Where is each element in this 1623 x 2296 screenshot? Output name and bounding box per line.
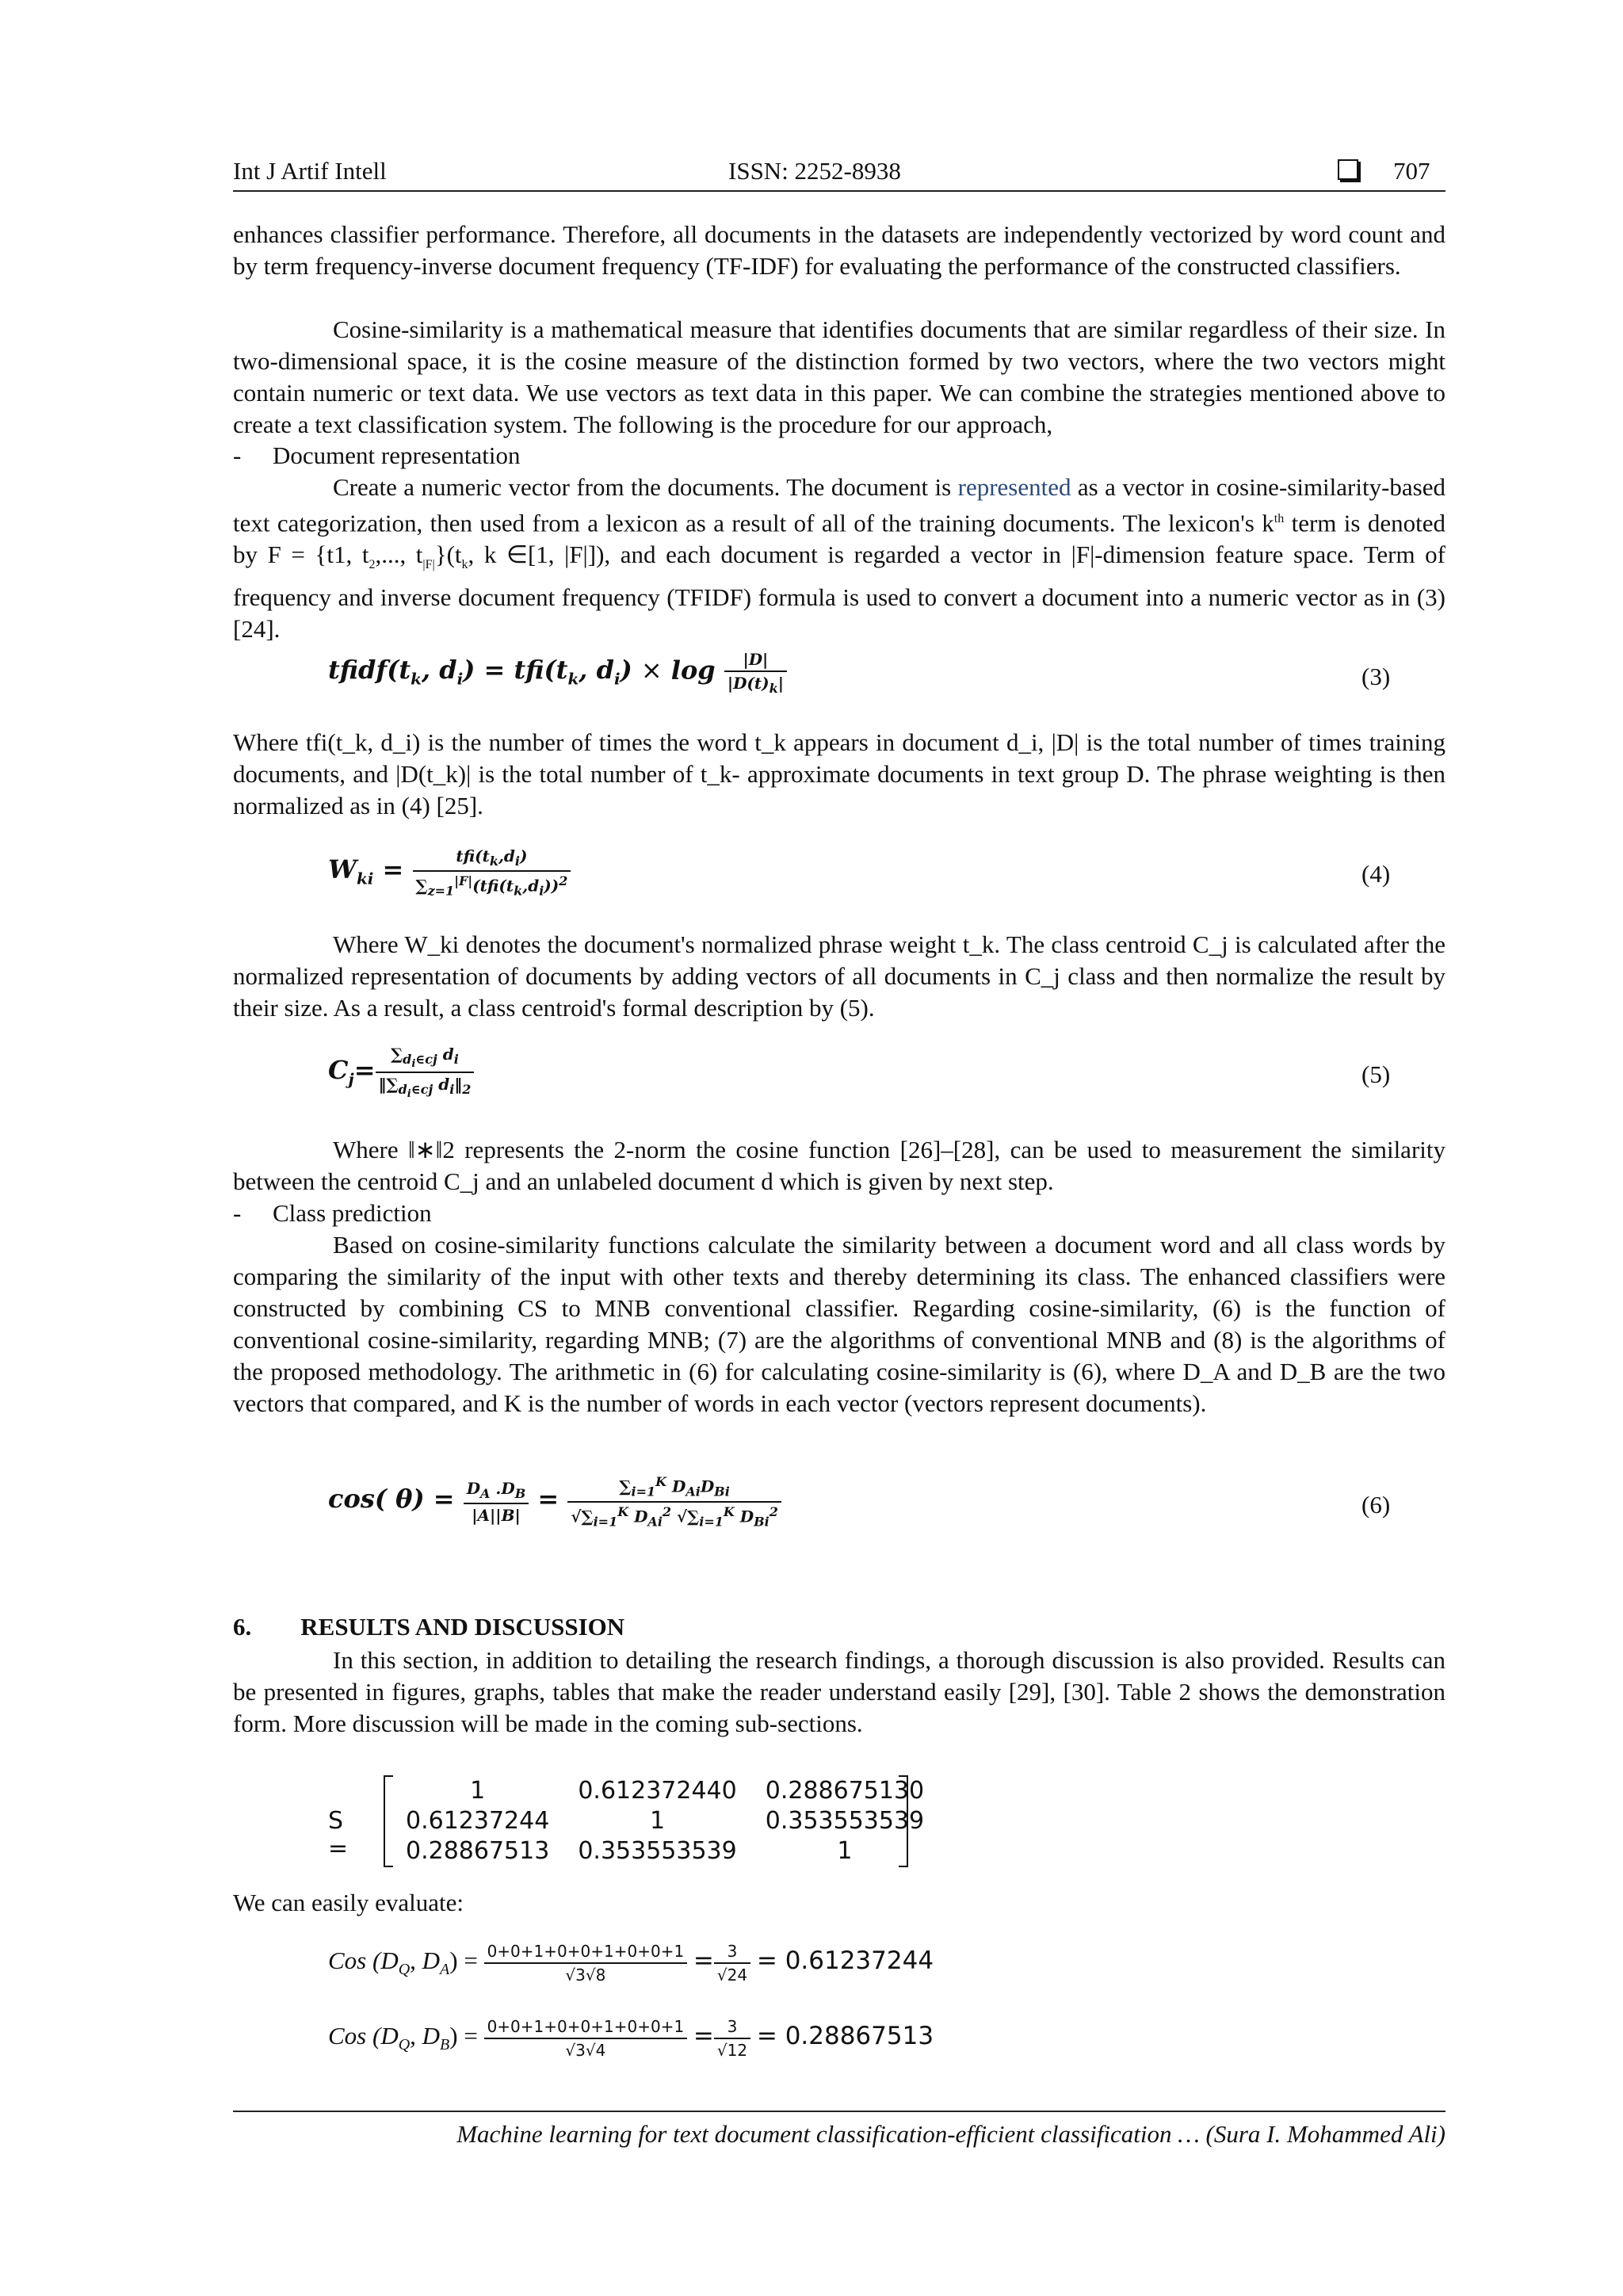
footer-rule bbox=[233, 2111, 1445, 2112]
bullet-document-representation: - Document representation bbox=[233, 441, 521, 469]
running-footer: Machine learning for text document classification-efficient classification … (Sura I. Mohammed Ali) bbox=[456, 2120, 1445, 2148]
equation-6-number: (6) bbox=[1361, 1491, 1391, 1519]
bullet-class-prediction: - Class prediction bbox=[233, 1199, 432, 1227]
matrix-cell: 0.288675130 bbox=[765, 1776, 925, 1805]
equation-4-number: (4) bbox=[1361, 860, 1391, 888]
paragraph-9-text: We can easily evaluate: bbox=[233, 1889, 464, 1916]
paragraph-7 bbox=[233, 1229, 1445, 1419]
paragraph-9 bbox=[233, 1887, 1445, 1919]
matrix-cell: 0.61237244 bbox=[406, 1806, 550, 1835]
journal-name: Int J Artif Intell bbox=[233, 157, 387, 185]
issn: ISSN: 2252-8938 bbox=[728, 157, 901, 185]
bullet-2-label: Class prediction bbox=[273, 1199, 432, 1227]
paragraph-6-text: Where ‖∗‖2 represents the 2-norm the cosine function [26]–[28], can be used to measurement the similarity between the centroid C_j and an unlabeled document d which is given by next step. bbox=[233, 1136, 1445, 1195]
paragraph-8 bbox=[233, 1645, 1445, 1740]
matrix-table bbox=[391, 1775, 938, 1866]
checkbox-icon bbox=[1338, 159, 1358, 184]
bullet-1-label: Document representation bbox=[273, 441, 521, 469]
equation-6: cos( θ) = $\frac{D_A .D_B}{|A||B|}$ = $\frac{\sum_{i=1}^K D_{Ai}D_{Bi}}{√\sum_{i=1}^K D_{Ai}^2 √\sum_{i=1}^K D_{Bi}^2}$ bbox=[328, 1474, 781, 1529]
section-heading: 6. RESULTS AND DISCUSSION bbox=[233, 1613, 625, 1641]
paragraph-7-text: Based on cosine-similarity functions calculate the similarity between a document word and all class words by comparing the similarity of the input with other texts and thereby determining its class. The enhanced classifiers were constructed by combining CS to MNB conventional classifier. Regarding cosine-similarity, (6) is the function of conventional cosine-similarity, regarding MNB; (7) are the algorithms of conventional MNB and (8) is the algorithms of the proposed methodology. The arithmetic in (6) for calculating cosine-similarity is (6), where D_A and D_B are the two vectors that compared, and K is the number of words in each vector (vectors represent documents). bbox=[233, 1231, 1445, 1417]
paragraph-1-text: enhances classifier performance. Therefore, all documents in the datasets are independently vectorized by word count and by term frequency-inverse document frequency (TF-IDF) for evaluating the performance of the constructed classifiers. bbox=[233, 220, 1445, 280]
paragraph-3-text: Create a numeric vector from the documents. The document is represented as a vector in cosine-similarity-based text categorization, then used from a lexicon as a result of all of the training documents. The lexicon's $k^{th}$ term is denoted by F = {t1, $t_2$,..., $t_{|F|}\}(t_k$, k ∈[1, |F|]), and each document is regarded a vector in |F|-dimension feature space. Term of frequency and inverse document frequency (TFIDF) formula is used to convert a document into a numeric vector as in (3) [24]. bbox=[233, 473, 1445, 643]
matrix-cell: 1 bbox=[470, 1776, 486, 1805]
represented-link: represented bbox=[957, 473, 1071, 501]
equation-3: $tfidf(t_k$, $d_i) = tfi(t_k$, $d_i) \times \log$ $\frac{|D|}{|D(t)_k|}$ bbox=[328, 650, 787, 696]
matrix-row bbox=[391, 1775, 938, 1805]
paragraph-5-text: Where W_ki denotes the document's normalized phrase weight t_k. The class centroid C_j is calculated after the normalized representation of documents by adding vectors of all documents in C_j class and then normalize the result by their size. As a result, a class centroid's formal description by (5). bbox=[233, 930, 1445, 1022]
matrix-cell: 0.353553539 bbox=[765, 1806, 925, 1835]
matrix-cell: 0.353553539 bbox=[578, 1836, 737, 1865]
paragraph-5 bbox=[233, 929, 1445, 1024]
matrix-cell: 1 bbox=[649, 1806, 666, 1835]
paragraph-4-text: Where tfi(t_k, d_i) is the number of times the word t_k appears in document d_i, |D| is the total number of times training documents, and |D(t_k)| is the total number of t_k- approximate documents in text group D. The phrase weighting is then normalized as in (4) [25]. bbox=[233, 728, 1445, 819]
equation-5: $C_j=$ $\frac{\sum_{d_i\in cj} d_i}{‖\sum_{d_i\in cj} d_i‖_2}$ bbox=[328, 1045, 474, 1100]
equation-5-number: (5) bbox=[1361, 1060, 1391, 1088]
cos-example-a: Cos ($D_Q$, $D_A$) = $\frac{0+0+1+0+0+1+0+0+1}{√3√8}$ = $\frac{3}{√24}$ = 0.61237244 bbox=[328, 1942, 934, 1985]
paragraph-4 bbox=[233, 727, 1445, 822]
paragraph-8-text: In this section, in addition to detailing the research findings, a thorough discussion is also provided. Results can be presented in figures, graphs, tables that make the reader understand easily [29], [30]. Table 2 shows the demonstration form. More discussion will be made in the coming sub-sections. bbox=[233, 1646, 1445, 1737]
equation-4: $W_{ki}$ = $\frac{tfi(t_k,d_i)}{\sum_{z=1}^{|F|}(tfi(t_k,d_i))^2}$ bbox=[328, 846, 571, 899]
matrix-label: S = bbox=[328, 1807, 349, 1862]
header-rule bbox=[233, 190, 1445, 192]
paragraph-3 bbox=[233, 472, 1445, 645]
matrix-right-bracket bbox=[899, 1775, 908, 1867]
equation-3-number: (3) bbox=[1361, 663, 1391, 690]
matrix-cell: 1 bbox=[837, 1836, 853, 1865]
cos-example-b: Cos ($D_Q$, $D_B$) = $\frac{0+0+1+0+0+1+0+0+1}{√3√4}$ = $\frac{3}{√12}$ = 0.28867513 bbox=[328, 2017, 934, 2060]
paragraph-2 bbox=[233, 314, 1445, 441]
matrix-cell: 0.612372440 bbox=[578, 1776, 737, 1805]
matrix-row bbox=[391, 1836, 938, 1866]
paragraph-6 bbox=[233, 1134, 1445, 1198]
paragraph-2-text: Cosine-similarity is a mathematical measure that identifies documents that are similar regardless of their size. In two-dimensional space, it is the cosine measure of the distinction formed by two vectors, where the two vectors might contain numeric or text data. We use vectors as text data in this paper. We can combine the strategies mentioned above to create a text classification system. The following is the procedure for our approach, bbox=[233, 315, 1445, 438]
page-number: 707 bbox=[1393, 157, 1430, 185]
matrix-row bbox=[391, 1805, 938, 1836]
paragraph-1 bbox=[233, 219, 1445, 282]
matrix-cell: 0.28867513 bbox=[406, 1836, 550, 1865]
